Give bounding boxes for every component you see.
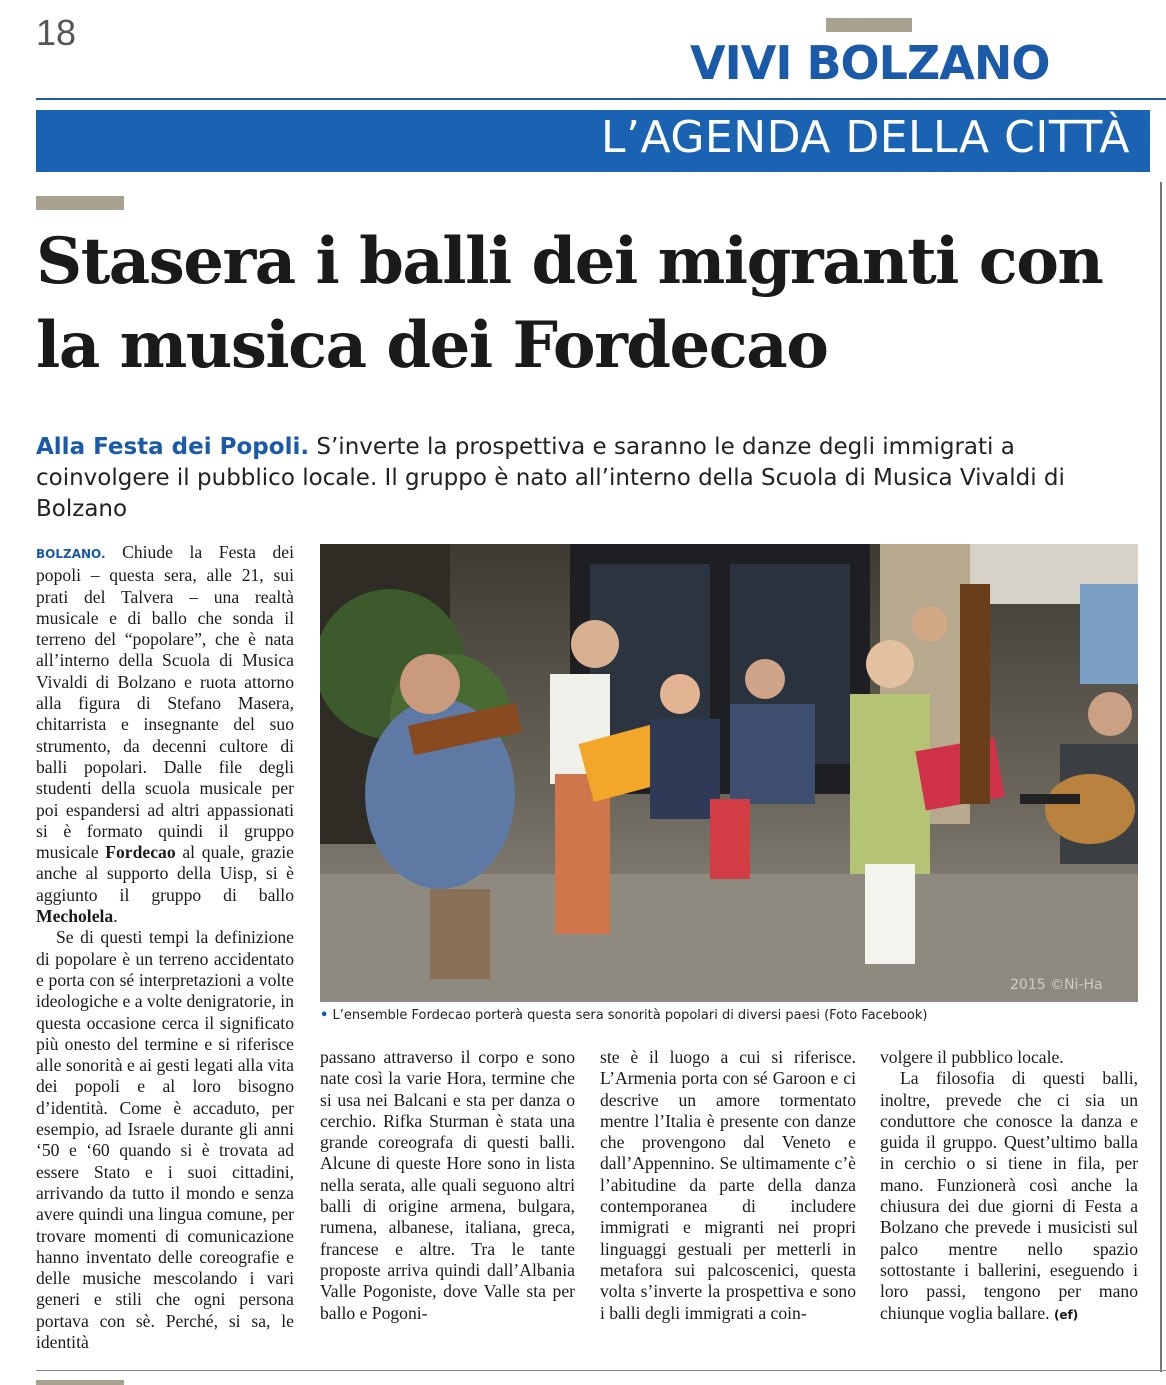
paragraph-text: La filosofia di questi balli, inoltre, prevede che ci sia un conduttore che conosce la danza e guida il gruppo. Quest’ultimo balla in cerchio o si tiene in fila, per mano. Funzionerà così anche la chiusura dei due giorni di Festa a Bolzano che prevede i musicisti sul palco mentre nello spazio sottostante i ballerini, eseguendo i loro passi, tengono per mano chiunque voglia ballare. bbox=[880, 1068, 1138, 1323]
paragraph-1 bbox=[36, 542, 294, 927]
article-column-3 bbox=[600, 1047, 856, 1324]
article-subhead bbox=[36, 432, 1146, 525]
article-column-2 bbox=[320, 1047, 575, 1324]
subhead-text: S’inverte la prospettiva e saranno le danze degli immigrati a coinvolgere il pubblico locale. Il gruppo è nato all’interno della Scuola di Musica Vivaldi di Bolzano bbox=[36, 434, 1065, 522]
photo-watermark: 2015 ©Ni-Ha bbox=[1010, 977, 1103, 993]
section-title: VIVI BOLZANO bbox=[690, 36, 1050, 90]
paragraph-text: . bbox=[113, 906, 118, 927]
paragraph-text: Chiude la Festa dei popoli – questa sera, alle 21, sui prati del Talvera – una realtà musicale e di ballo che sonda il terreno del “popolare”, che è nata all’interno della Scuola di Musica Vivaldi di Bolzano e ruota attorno alla figura di Stefano Masera, chitarrista e insegnante del suo strumento, da decenni cultore di balli popolari. Dalle file degli studenti della scuola musicale per poi espandersi ad altri appassionati si è formato quindi il gruppo musicale bbox=[36, 542, 294, 863]
dateline: BOLZANO. bbox=[36, 547, 106, 561]
article-column-4 bbox=[880, 1047, 1138, 1326]
article-headline: Stasera i balli dei migranti con la musica dei Fordecao bbox=[36, 224, 1103, 383]
footer-accent-bar bbox=[36, 1380, 124, 1385]
band-edge bbox=[1150, 110, 1166, 172]
caption-bullet: • bbox=[320, 1008, 329, 1023]
agenda-band-label: L’AGENDA DELLA CITTÀ bbox=[601, 112, 1130, 163]
dance-group-name: Mecholela bbox=[36, 906, 114, 927]
header-rule bbox=[36, 98, 1166, 100]
footer-rule bbox=[36, 1370, 1166, 1371]
headline-accent-bar bbox=[36, 196, 124, 210]
page-number: 18 bbox=[36, 12, 77, 53]
group-name: Fordecao bbox=[105, 842, 176, 863]
paragraph-text: al quale, grazie anche al supporto della Uisp, si è aggiunto il gruppo di ballo bbox=[36, 842, 294, 905]
paragraph-2: Se di questi tempi la definizione di popolare è un terreno accidentato e porta con sé interpretazioni a volte ideologiche e a volte denigratorie, in questa occasione cerca il significato più onesto del termine e si riferisce alle sonorità e ai gesti legati alla vita dei popoli e al loro bisogno d’identità. Come è accaduto, per esempio, ad Israele durante gli anni ‘50 e ‘60 quando si è trovata ad essere Stato e i suoi cittadini, arrivando da tutto il mondo e senza avere quindi una lingua comune, per trovare momenti di comunicazione hanno inventato delle coreografie e delle musiche mescolando i vari generi e stili che ogni persona portava con sè. Perché, si sa, le identità bbox=[36, 927, 294, 1352]
author-signature: (ef) bbox=[1053, 1307, 1079, 1322]
subhead-lead: Alla Festa dei Popoli. bbox=[36, 434, 310, 460]
page-side-rule bbox=[1160, 182, 1162, 1372]
section-accent-bar bbox=[826, 18, 912, 32]
paragraph-5: volgere il pubblico locale. bbox=[880, 1047, 1064, 1067]
article-column-1 bbox=[36, 542, 294, 1353]
ensemble-photo bbox=[320, 544, 1138, 1002]
photo-caption bbox=[320, 1008, 1140, 1023]
caption-text: L’ensemble Fordecao porterà questa sera sonorità popolari di diversi paesi (Foto Facebook) bbox=[332, 1008, 928, 1023]
paragraph-4: ste è il luogo a cui si riferisce. L’Armenia porta con sé Garoon e ci descrive un amore tormentato mentre l’Italia è presente con danze che provengono dal Veneto e dall’Appennino. Se ultimamente c’è l’abitudine da parte della danza contemporanea di includere immigrati e migranti nei propri linguaggi gestuali per metterli in metafora sui palcoscenici, questa volta s’inverte la prospettiva e sono i balli degli immigrati a coin- bbox=[600, 1047, 856, 1323]
paragraph-6 bbox=[880, 1068, 1138, 1326]
paragraph-3: passano attraverso il corpo e sono nate così la varie Hora, termine che si usa nei Balcani e sta per danza o cerchio. Rifka Sturman è stata una grande coreografa di questi balli. Alcune di queste Hore sono in lista nella serata, alle quali seguono altri balli di origine armena, bulgara, rumena, albanese, italiana, greca, francese e altre. Tra le tante proposte arriva quindi dall’Albania Valle Pogoniste, dove Valle sta per ballo e Pogoni- bbox=[320, 1047, 575, 1323]
